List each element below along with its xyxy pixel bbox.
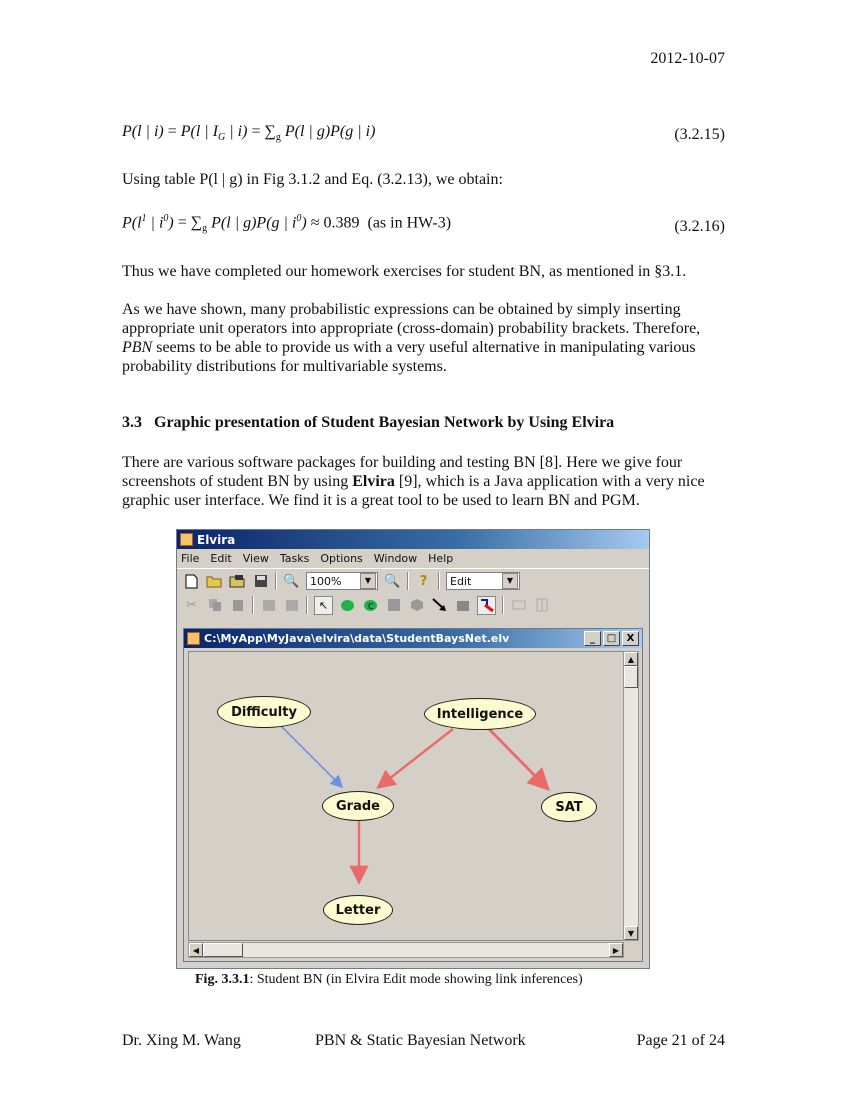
open-network-icon[interactable] — [229, 573, 246, 590]
redo-icon[interactable] — [283, 597, 300, 614]
zoom-select[interactable]: 100% ▼ — [306, 572, 378, 590]
toolbar-separator — [275, 572, 277, 590]
svg-text:C: C — [368, 601, 374, 611]
add-conditional-icon[interactable] — [454, 597, 471, 614]
toolbar-separator — [502, 596, 504, 614]
scroll-down-icon[interactable]: ▼ — [624, 926, 638, 940]
scroll-thumb[interactable] — [624, 666, 638, 688]
java-icon — [187, 632, 200, 645]
zoom-in-icon[interactable]: 🔍 — [283, 573, 300, 589]
toolbar-separator — [407, 572, 409, 590]
horizontal-scrollbar[interactable] — [188, 942, 624, 958]
page-date: 2012-10-07 — [650, 50, 725, 67]
toolbar-separator — [252, 596, 254, 614]
mode-select[interactable]: Edit ▼ — [446, 572, 520, 590]
align-vertical-icon[interactable] — [533, 597, 550, 614]
java-icon — [180, 533, 193, 546]
footer-page-number: Page 21 of 24 — [636, 1032, 725, 1049]
add-chance-node-icon[interactable] — [339, 597, 356, 614]
footer-author: Dr. Xing M. Wang — [122, 1032, 241, 1049]
help-icon[interactable]: ? — [419, 573, 428, 589]
menu-file[interactable]: File — [181, 552, 200, 565]
node-sat[interactable]: SAT — [541, 792, 597, 822]
link-inference-icon[interactable] — [477, 596, 496, 615]
toolbar-edit — [177, 593, 649, 617]
section-heading: 3.3 Graphic presentation of Student Bayesian Network by Using Elvira — [122, 414, 615, 431]
equation-number: (3.2.15) — [674, 126, 725, 143]
toolbar-separator — [306, 596, 308, 614]
node-difficulty[interactable]: Difficulty — [217, 696, 311, 728]
menu-edit[interactable]: Edit — [210, 552, 232, 565]
menu-tasks[interactable]: Tasks — [279, 552, 310, 565]
copy-icon[interactable] — [206, 597, 223, 614]
close-button[interactable]: X — [622, 631, 639, 646]
new-file-icon[interactable] — [183, 573, 200, 590]
minimize-button[interactable]: _ — [584, 631, 601, 646]
equation-3-2-15: P(l | i) = P(l | $I_G$ | $i) = \sum_g$ P(l | g)P(g | i) — [122, 123, 376, 144]
paste-icon[interactable] — [229, 597, 246, 614]
network-document-window — [183, 628, 643, 962]
save-icon[interactable] — [252, 573, 269, 590]
scroll-left-icon[interactable]: ◀ — [189, 943, 203, 957]
equation-number: (3.2.16) — [674, 218, 725, 235]
cut-icon[interactable]: ✂ — [186, 597, 197, 613]
menu-window[interactable]: Window — [373, 552, 418, 565]
edge-difficulty-grade[interactable] — [281, 726, 341, 786]
equation-3-2-16: $P(l^1$ | $i^0) = \sum_g$ P(l | g)P(g | $i^0) \approx 0.389$ (as in HW-3) — [122, 213, 452, 235]
node-intelligence[interactable]: Intelligence — [424, 698, 536, 730]
menu-bar — [177, 549, 649, 569]
pbn-term: PBN — [122, 339, 153, 356]
dropdown-arrow-icon[interactable]: ▼ — [502, 573, 518, 589]
add-decision-node-icon[interactable] — [385, 597, 402, 614]
elvira-term: Elvira — [352, 473, 395, 490]
vertical-scrollbar[interactable] — [623, 651, 639, 941]
undo-icon[interactable] — [260, 597, 277, 614]
footer-title: PBN & Static Bayesian Network — [315, 1032, 526, 1049]
menu-options[interactable]: Options — [320, 552, 363, 565]
scroll-right-icon[interactable]: ▶ — [609, 943, 623, 957]
select-pointer-icon[interactable]: ↖ — [314, 596, 333, 615]
dropdown-arrow-icon[interactable]: ▼ — [360, 573, 376, 589]
network-canvas[interactable] — [188, 651, 624, 941]
scroll-up-icon[interactable]: ▲ — [624, 652, 638, 666]
menu-help[interactable]: Help — [428, 552, 454, 565]
paragraph-software: There are various software packages for building and testing BN [8]. Here we give four screenshots of student BN by using Elvira [9], which is a Java application with a very nice graphic user interface. We find it is a great tool to be used to learn BN and PGM. — [122, 454, 705, 509]
app-titlebar: Elvira — [177, 530, 649, 549]
align-horizontal-icon[interactable] — [510, 597, 527, 614]
paragraph-using-table: Using table P(l | g) in Fig 3.1.2 and Eq. (3.2.13), we obtain: — [122, 171, 503, 188]
add-utility-node-icon[interactable] — [408, 597, 425, 614]
scroll-thumb[interactable] — [203, 943, 243, 957]
toolbar-separator — [438, 572, 440, 590]
figure-caption: Fig. 3.3.1: Student BN (in Elvira Edit mode showing link inferences) — [195, 972, 583, 987]
maximize-button[interactable]: □ — [603, 631, 620, 646]
document-titlebar: C:\MyApp\MyJava\elvira\data\StudentBaysNet.elv _ □ X — [184, 629, 642, 648]
node-letter[interactable]: Letter — [323, 895, 393, 925]
zoom-out-icon[interactable]: 🔍 — [384, 573, 401, 589]
elvira-window-screenshot — [176, 529, 650, 969]
add-continuous-node-icon[interactable] — [362, 597, 379, 614]
toolbar-main — [177, 569, 649, 593]
paragraph-shown: As we have shown, many probabilistic expressions can be obtained by simply inserting appropriate unit operators into appropriate (cross-domain) probability brackets. Therefore, PBN seems to be able to provide us with a very useful alternative in manipulating various probability distributions for multivariable systems. — [122, 301, 701, 375]
edge-intelligence-sat[interactable] — [489, 729, 546, 787]
add-link-icon[interactable] — [431, 597, 448, 614]
paragraph-completed: Thus we have completed our homework exercises for student BN, as mentioned in §3.1. — [122, 263, 687, 280]
node-grade[interactable]: Grade — [322, 791, 394, 821]
open-folder-icon[interactable] — [206, 573, 223, 590]
edge-intelligence-grade[interactable] — [380, 729, 453, 786]
menu-view[interactable]: View — [242, 552, 269, 565]
